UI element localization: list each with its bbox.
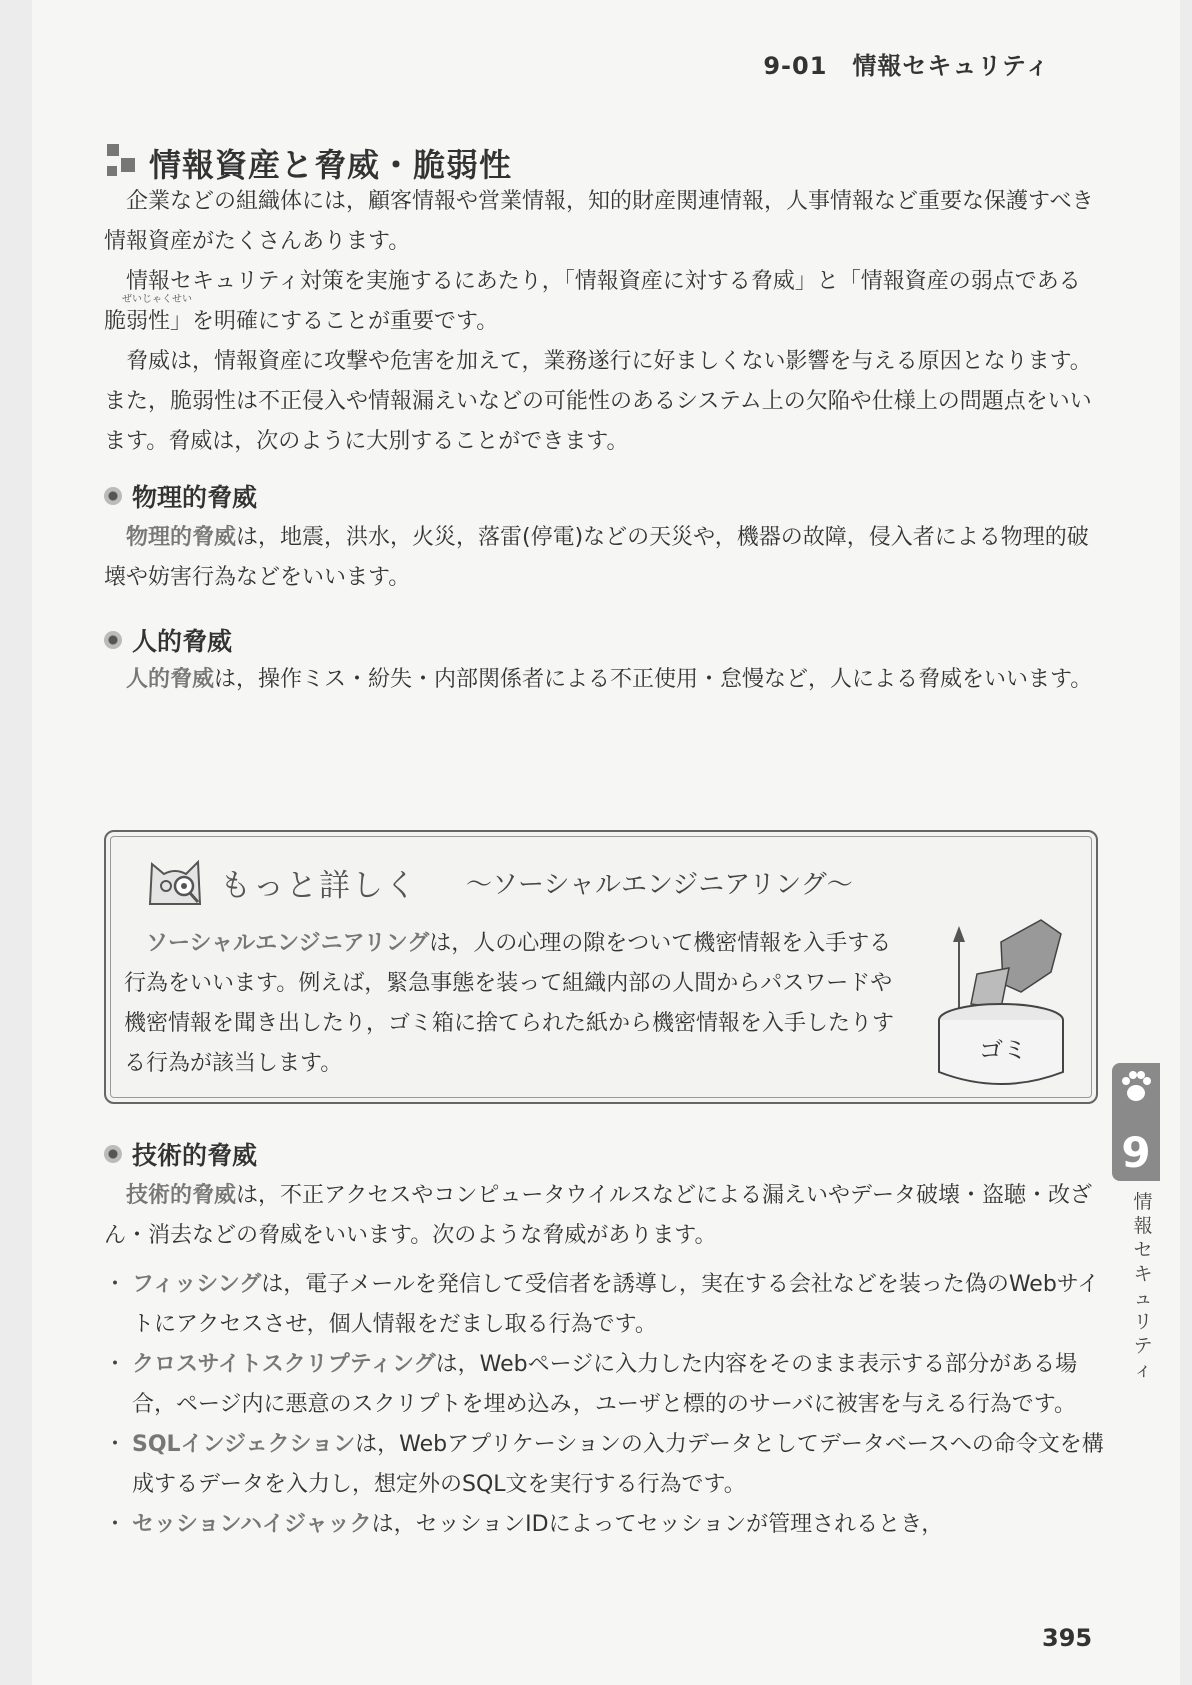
trash-label: ゴミ xyxy=(979,1036,1027,1064)
threat-list xyxy=(104,1265,1104,1545)
bullet-icon xyxy=(104,487,122,505)
list-item xyxy=(104,1265,1104,1345)
technical-threat-heading xyxy=(104,1136,257,1172)
intro-p2-start: 情報セキュリティ対策を実施するにあたり，「情報資産に対する脅威」と「情報資産の弱点である xyxy=(126,269,1081,294)
list-item xyxy=(104,1425,1104,1505)
more-details-box xyxy=(104,830,1098,1104)
intro-paragraph-2 xyxy=(104,262,1099,342)
list-item-text: は，電子メールを発信して受信者を誘導し，実在する会社などを装った偽のWebサイトにアクセスさせ，個人情報をだまし取る行為です。 xyxy=(132,1272,1100,1337)
box-header xyxy=(144,854,853,910)
section-heading xyxy=(107,140,512,186)
human-text: は，操作ミス・紛失・内部関係者による不正使用・怠慢など，人による脅威をいいます。 xyxy=(214,667,1093,692)
heading-marker-icon xyxy=(107,144,141,182)
list-item-text: は，セッションIDによってセッションが管理されるとき， xyxy=(371,1512,944,1537)
physical-text: は，地震，洪水，火災，落雷(停電)などの天災や，機器の故障，侵入者による物理的破壊や妨害行為などをいいます。 xyxy=(104,525,1089,590)
physical-threat-paragraph xyxy=(104,518,1099,598)
chapter-number: 9 xyxy=(1121,1128,1151,1177)
list-item xyxy=(104,1345,1104,1425)
list-item-text: は，Webページに入力した内容をそのまま表示する部分がある場合，ページ内に悪意のスクリプトを埋め込み，ユーザと標的のサーバに被害を与える行為です。 xyxy=(132,1352,1078,1417)
bullet-icon xyxy=(104,631,122,649)
human-threat-heading xyxy=(104,622,232,658)
bullet-icon xyxy=(104,1145,122,1163)
intro-p2-end: 」を明確にすることが重要です。 xyxy=(170,309,499,334)
intro-paragraph-1: 企業などの組織体には，顧客情報や営業情報，知的財産関連情報，人事情報など重要な保護すべき情報資産がたくさんあります。 xyxy=(104,189,1094,254)
chapter-label: 情報セキュリティ xyxy=(1133,1191,1153,1381)
human-term: 人的脅威 xyxy=(126,667,215,692)
hand-dropping-paper-icon xyxy=(931,912,1071,1092)
ruby-reading: ぜいじゃくせい xyxy=(122,294,192,305)
social-engineering-text: は，人の心理の隙をついて機密情報を入手する行為をいいます。例えば，緊急事態を装って組織内部の人間からパスワードや機密情報を聞き出したり，ゴミ箱に捨てられた紙から機密情報を入手したりする行為が該当します。 xyxy=(124,931,895,1076)
list-item-term: セッションハイジャック xyxy=(132,1512,372,1537)
ruby-base: 脆弱性 xyxy=(104,309,171,334)
section-title: 情報資産と脅威・脆弱性 xyxy=(149,146,513,184)
list-item xyxy=(104,1505,1104,1545)
list-item-term: SQLインジェクション xyxy=(132,1432,356,1457)
chapter-tab xyxy=(1112,1063,1160,1181)
human-threat-paragraph xyxy=(104,660,1099,700)
physical-threat-heading xyxy=(104,478,257,514)
list-item-term: フィッシング xyxy=(132,1272,262,1297)
running-header: 9-01 情報セキュリティ xyxy=(763,52,1050,80)
social-engineering-term: ソーシャルエンジニアリング xyxy=(146,931,430,956)
technical-threat-paragraph xyxy=(104,1176,1099,1256)
physical-term: 物理的脅威 xyxy=(126,525,237,550)
paw-print-icon xyxy=(1120,1071,1152,1105)
cat-magnifier-icon xyxy=(144,854,206,910)
page-number: 395 xyxy=(1042,1624,1093,1652)
book-page xyxy=(32,0,1180,1685)
intro-paragraph-3: 脅威は，情報資産に攻撃や危害を加えて，業務遂行に好ましくない影響を与える原因となります。また，脆弱性は不正侵入や情報漏えいなどの可能性のあるシステム上の欠陥や仕様上の問題点をいいます。脅威は，次のように大別することができます。 xyxy=(104,349,1092,454)
human-threat-title: 人的脅威 xyxy=(132,627,233,656)
box-subtitle: 〜ソーシャルエンジニアリング〜 xyxy=(466,869,853,900)
box-paragraph xyxy=(124,924,904,1084)
technical-term: 技術的脅威 xyxy=(126,1183,237,1208)
list-item-text: は，Webアプリケーションの入力データとしてデータベースへの命令文を構成するデータを入力し，想定外のSQL文を実行する行為です。 xyxy=(132,1432,1104,1497)
box-title: もっと詳しく xyxy=(220,867,418,904)
physical-threat-title: 物理的脅威 xyxy=(132,483,258,512)
technical-text: は，不正アクセスやコンピュータウイルスなどによる漏えいやデータ破壊・盗聴・改ざん・消去などの脅威をいいます。次のような脅威があります。 xyxy=(104,1183,1093,1248)
list-item-term: クロスサイトスクリプティング xyxy=(132,1352,436,1377)
ruby-word xyxy=(104,294,192,334)
technical-threat-title: 技術的脅威 xyxy=(132,1141,258,1170)
trash-can-illustration xyxy=(931,912,1071,1092)
